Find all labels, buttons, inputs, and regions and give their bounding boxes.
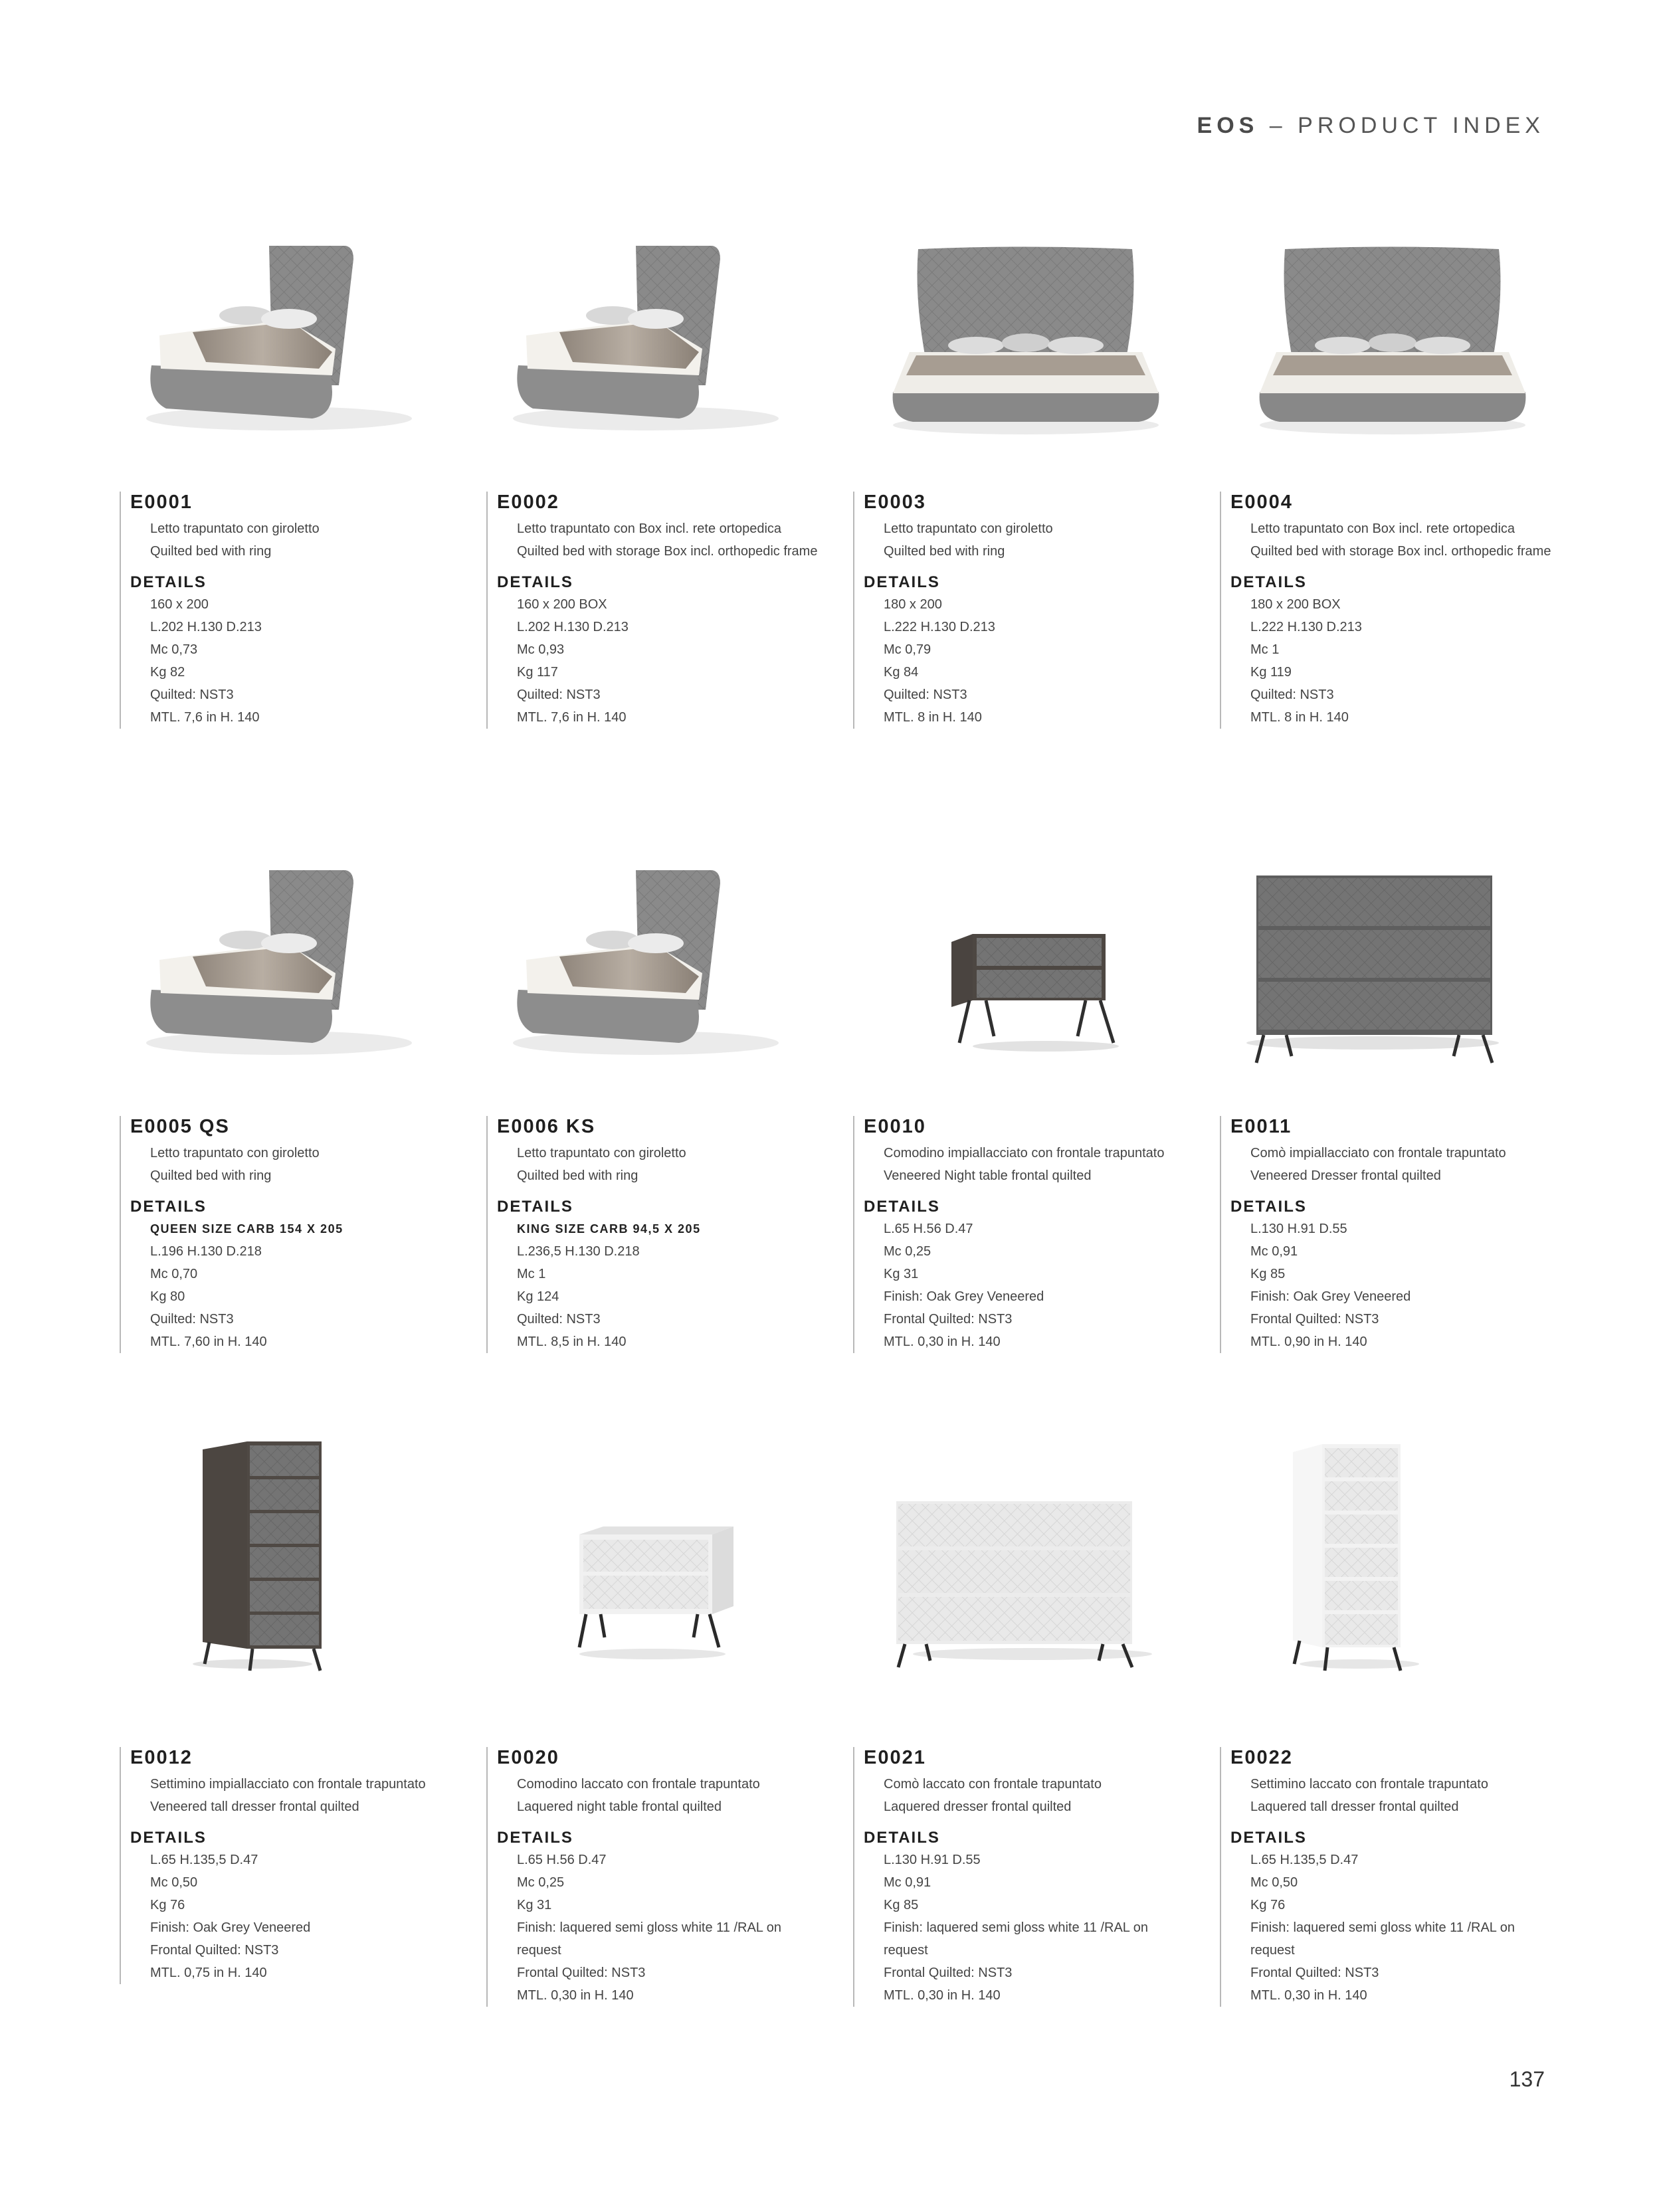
header-title: PRODUCT INDEX (1298, 113, 1545, 138)
detail-line: Mc 0,50 (1250, 1875, 1298, 1890)
product-code: E0006 KS (497, 1116, 596, 1137)
desc-it: Comò impiallacciato con frontale trapuntato (1250, 1146, 1506, 1160)
brand-name: EOS (1197, 113, 1259, 138)
detail-line: Finish: laquered semi gloss white 11 /RAL on request (1250, 1920, 1515, 1958)
detail-line: Mc 0,70 (150, 1267, 198, 1281)
product-code: E0012 (130, 1747, 193, 1768)
detail-line: L.236,5 H.130 D.218 (517, 1244, 640, 1259)
desc-en: Veneered Dresser frontal quilted (1250, 1168, 1441, 1183)
detail-line: 160 x 200 (150, 597, 209, 612)
dresser-image (1220, 844, 1565, 1083)
desc-en: Veneered tall dresser frontal quilted (150, 1799, 359, 1814)
detail-line: Mc 0,25 (884, 1244, 931, 1259)
detail-line: Frontal Quilted: NST3 (1250, 1966, 1379, 1980)
desc-it: Letto trapuntato con giroletto (517, 1146, 686, 1160)
tall-dresser-image (120, 1435, 465, 1674)
detail-line: L.202 H.130 D.213 (517, 620, 629, 634)
dresser-white-image (853, 1435, 1199, 1674)
bed-angled-image (486, 844, 832, 1083)
detail-line: 180 x 200 BOX (1250, 597, 1341, 612)
detail-line: MTL. 7,6 in H. 140 (150, 710, 260, 725)
detail-line: MTL. 7,60 in H. 140 (150, 1335, 267, 1349)
size-label: QUEEN SIZE CARB 154 X 205 (150, 1222, 343, 1236)
bed-angled-image (120, 844, 465, 1083)
detail-line: L.65 H.135,5 D.47 (150, 1853, 258, 1867)
bed-front-image (1220, 219, 1565, 458)
detail-line: Mc 1 (1250, 642, 1280, 657)
detail-line: Frontal Quilted: NST3 (517, 1966, 646, 1980)
details-heading: DETAILS (1230, 1198, 1307, 1216)
detail-line: Frontal Quilted: NST3 (884, 1312, 1013, 1327)
detail-line: Finish: laquered semi gloss white 11 /RAL on request (517, 1920, 781, 1958)
desc-it: Settimino impiallacciato con frontale trapuntato (150, 1777, 426, 1792)
desc-it: Comodino laccato con frontale trapuntato (517, 1777, 760, 1792)
detail-line: L.202 H.130 D.213 (150, 620, 262, 634)
detail-line: Frontal Quilted: NST3 (1250, 1312, 1379, 1327)
product-code: E0010 (864, 1116, 926, 1137)
detail-line: L.222 H.130 D.213 (884, 620, 995, 634)
detail-line: L.130 H.91 D.55 (1250, 1222, 1347, 1236)
detail-line: Finish: Oak Grey Veneered (150, 1920, 311, 1935)
detail-line: Kg 85 (884, 1898, 919, 1912)
detail-line: MTL. 0,30 in H. 140 (884, 1988, 1001, 2003)
details-heading: DETAILS (130, 1829, 207, 1847)
header-separator: – (1258, 113, 1298, 138)
details-heading: DETAILS (1230, 573, 1307, 591)
detail-line: 180 x 200 (884, 597, 942, 612)
detail-line: Finish: Oak Grey Veneered (884, 1289, 1044, 1304)
detail-line: L.65 H.56 D.47 (517, 1853, 607, 1867)
details-heading: DETAILS (497, 1198, 573, 1216)
detail-line: Quilted: NST3 (517, 688, 601, 702)
desc-en: Quilted bed with ring (150, 544, 272, 559)
detail-line: L.222 H.130 D.213 (1250, 620, 1362, 634)
desc-en: Laquered dresser frontal quilted (884, 1799, 1072, 1814)
detail-line: Mc 0,91 (1250, 1244, 1298, 1259)
detail-line: Quilted: NST3 (150, 1312, 234, 1327)
details-heading: DETAILS (864, 573, 940, 591)
details-heading: DETAILS (864, 1198, 940, 1216)
details-heading: DETAILS (1230, 1829, 1307, 1847)
detail-line: MTL. 0,30 in H. 140 (517, 1988, 634, 2003)
detail-line: MTL. 8 in H. 140 (1250, 710, 1349, 725)
detail-line: Kg 84 (884, 665, 919, 680)
detail-line: Kg 31 (517, 1898, 552, 1912)
detail-line: Mc 0,91 (884, 1875, 931, 1890)
desc-it: Comodino impiallacciato con frontale trapuntato (884, 1146, 1165, 1160)
product-code: E0011 (1230, 1116, 1292, 1137)
product-code: E0002 (497, 492, 559, 513)
detail-line: Finish: laquered semi gloss white 11 /RAL on request (884, 1920, 1148, 1958)
bed-front-image (853, 219, 1199, 458)
details-heading: DETAILS (497, 573, 573, 591)
detail-line: Mc 0,25 (517, 1875, 565, 1890)
desc-en: Quilted bed with ring (517, 1168, 638, 1183)
detail-line: Frontal Quilted: NST3 (884, 1966, 1013, 1980)
detail-line: L.130 H.91 D.55 (884, 1853, 981, 1867)
desc-it: Letto trapuntato con giroletto (884, 521, 1053, 536)
details-heading: DETAILS (497, 1829, 573, 1847)
bed-angled-image (486, 219, 832, 458)
detail-line: L.65 H.56 D.47 (884, 1222, 973, 1236)
product-code: E0021 (864, 1747, 926, 1768)
desc-en: Laquered night table frontal quilted (517, 1799, 722, 1814)
product-code: E0004 (1230, 492, 1293, 513)
detail-line: Kg 124 (517, 1289, 559, 1304)
product-code: E0020 (497, 1747, 559, 1768)
detail-line: Mc 0,79 (884, 642, 931, 657)
desc-it: Letto trapuntato con Box incl. rete ortopedica (1250, 521, 1515, 536)
product-code: E0005 QS (130, 1116, 230, 1137)
detail-line: Mc 1 (517, 1267, 546, 1281)
detail-line: MTL. 8,5 in H. 140 (517, 1335, 627, 1349)
detail-line: Quilted: NST3 (150, 688, 234, 702)
desc-it: Comò laccato con frontale trapuntato (884, 1777, 1102, 1792)
detail-line: Kg 85 (1250, 1267, 1286, 1281)
page-number: 137 (1509, 2067, 1545, 2091)
detail-line: Kg 117 (517, 665, 558, 680)
product-code: E0022 (1230, 1747, 1293, 1768)
desc-en: Quilted bed with ring (150, 1168, 272, 1183)
size-label: KING SIZE CARB 94,5 X 205 (517, 1222, 701, 1236)
detail-line: Mc 0,50 (150, 1875, 198, 1890)
detail-line: Kg 80 (150, 1289, 185, 1304)
detail-line: Quilted: NST3 (1250, 688, 1334, 702)
bed-angled-image (120, 219, 465, 458)
desc-it: Settimino laccato con frontale trapuntato (1250, 1777, 1488, 1792)
detail-line: MTL. 0,75 in H. 140 (150, 1966, 267, 1980)
nightstand-white-image (486, 1435, 832, 1674)
desc-en: Quilted bed with storage Box incl. orthopedic frame (1250, 544, 1551, 559)
detail-line: Kg 76 (1250, 1898, 1286, 1912)
desc-it: Letto trapuntato con Box incl. rete ortopedica (517, 521, 782, 536)
details-heading: DETAILS (864, 1829, 940, 1847)
desc-en: Quilted bed with storage Box incl. orthopedic frame (517, 544, 818, 559)
detail-line: Finish: Oak Grey Veneered (1250, 1289, 1411, 1304)
detail-line: Quilted: NST3 (884, 688, 967, 702)
product-code: E0001 (130, 492, 193, 513)
detail-line: Mc 0,93 (517, 642, 565, 657)
detail-line: MTL. 8 in H. 140 (884, 710, 982, 725)
tall-dresser-white-image (1220, 1435, 1565, 1674)
desc-en: Veneered Night table frontal quilted (884, 1168, 1092, 1183)
detail-line: Frontal Quilted: NST3 (150, 1943, 279, 1958)
detail-line: Kg 76 (150, 1898, 185, 1912)
detail-line: L.196 H.130 D.218 (150, 1244, 262, 1259)
detail-line: Kg 82 (150, 665, 185, 680)
detail-line: L.65 H.135,5 D.47 (1250, 1853, 1359, 1867)
desc-en: Quilted bed with ring (884, 544, 1005, 559)
product-code: E0003 (864, 492, 926, 513)
desc-it: Letto trapuntato con giroletto (150, 1146, 320, 1160)
desc-it: Letto trapuntato con giroletto (150, 521, 320, 536)
desc-en: Laquered tall dresser frontal quilted (1250, 1799, 1459, 1814)
detail-line: Kg 31 (884, 1267, 919, 1281)
nightstand-image (853, 844, 1199, 1083)
details-heading: DETAILS (130, 1198, 207, 1216)
detail-line: 160 x 200 BOX (517, 597, 607, 612)
detail-line: MTL. 7,6 in H. 140 (517, 710, 627, 725)
detail-line: Quilted: NST3 (517, 1312, 601, 1327)
detail-line: MTL. 0,30 in H. 140 (884, 1335, 1001, 1349)
detail-line: Mc 0,73 (150, 642, 198, 657)
details-heading: DETAILS (130, 573, 207, 591)
detail-line: MTL. 0,90 in H. 140 (1250, 1335, 1367, 1349)
detail-line: MTL. 0,30 in H. 140 (1250, 1988, 1367, 2003)
detail-line: Kg 119 (1250, 665, 1292, 680)
